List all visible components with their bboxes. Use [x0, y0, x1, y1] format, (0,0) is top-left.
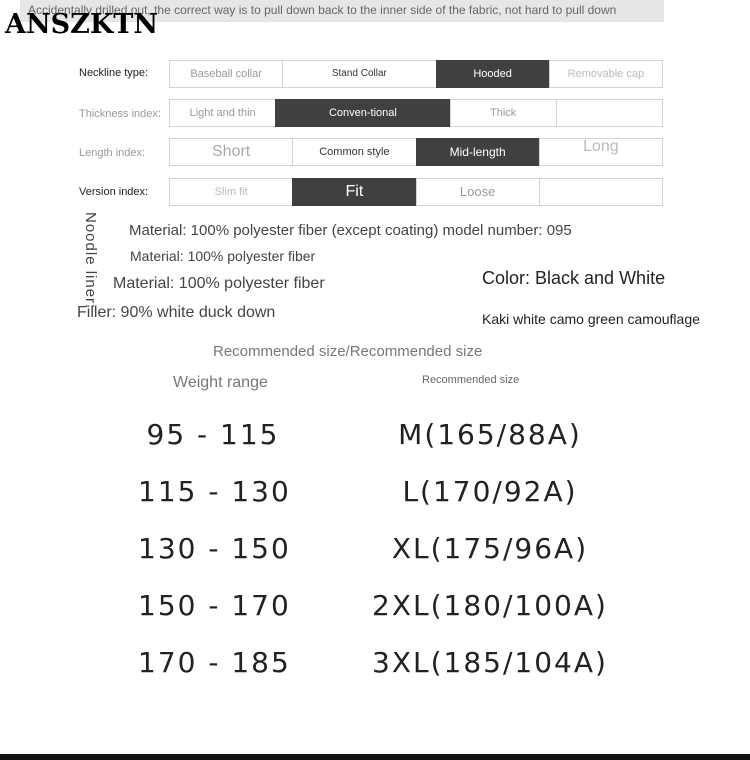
length-option: Short — [169, 138, 293, 166]
weight-header: Weight range — [173, 374, 268, 391]
brand-logo: ANSZKTN — [5, 9, 159, 40]
weight-cell: 170 - 185 — [138, 646, 291, 679]
size-cell: 3XL(185/104A) — [372, 646, 608, 679]
length-option-selected: Mid-length — [416, 138, 540, 166]
thickness-option: Light and thin — [169, 99, 276, 127]
size-cell: M(165/88A) — [398, 418, 582, 451]
version-option: Loose — [416, 178, 540, 206]
material-line-2: Material: 100% polyester fiber — [130, 248, 316, 264]
thickness-row — [169, 99, 663, 127]
banner-text: Accidentally drilled out, the correct way is to pull down back to the inner side of the fabric, not hard to pull down — [28, 3, 617, 17]
size-cell: 2XL(180/100A) — [372, 589, 608, 622]
liner-vertical-label: Noodle liner: — [82, 212, 99, 310]
thickness-option-selected: Conven-tional — [275, 99, 450, 127]
version-option-selected: Fit — [292, 178, 416, 206]
weight-cell: 95 - 115 — [146, 418, 280, 451]
version-row — [169, 178, 663, 206]
neckline-option: Removable cap — [549, 60, 663, 88]
length-row — [169, 138, 663, 166]
neckline-option: Baseball collar — [169, 60, 283, 88]
thickness-option: Thick — [450, 99, 557, 127]
length-option: Common style — [292, 138, 416, 166]
length-label: Length index: — [79, 147, 146, 159]
color-line: Color: Black and White — [482, 268, 666, 288]
weight-cell: 150 - 170 — [138, 589, 291, 622]
bottom-divider — [0, 754, 750, 760]
filler-line: Filler: 90% white duck down — [77, 304, 276, 321]
size-cell: L(170/92A) — [402, 475, 578, 508]
material-line-3: Material: 100% polyester fiber — [113, 275, 325, 292]
thickness-label: Thickness index: — [79, 108, 161, 120]
weight-cell: 130 - 150 — [138, 532, 291, 565]
version-label: Version index: — [79, 186, 149, 198]
neckline-option: Stand Collar — [282, 60, 436, 88]
version-option — [539, 178, 663, 206]
color-options: Kaki white camo green camouflage — [482, 311, 700, 327]
weight-cell: 115 - 130 — [138, 475, 291, 508]
material-main: Material: 100% polyester fiber (except coating) model number: 095 — [129, 222, 572, 239]
thickness-option — [556, 99, 663, 127]
neckline-label: Neckline type: — [79, 67, 149, 79]
neckline-option-selected: Hooded — [436, 60, 550, 88]
neckline-row — [169, 60, 663, 88]
length-option: Long — [539, 138, 663, 166]
size-cell: XL(175/96A) — [391, 532, 589, 565]
size-table-title: Recommended size/Recommended size — [213, 343, 483, 360]
version-option: Slim fit — [169, 178, 293, 206]
size-header: Recommended size — [422, 374, 520, 386]
